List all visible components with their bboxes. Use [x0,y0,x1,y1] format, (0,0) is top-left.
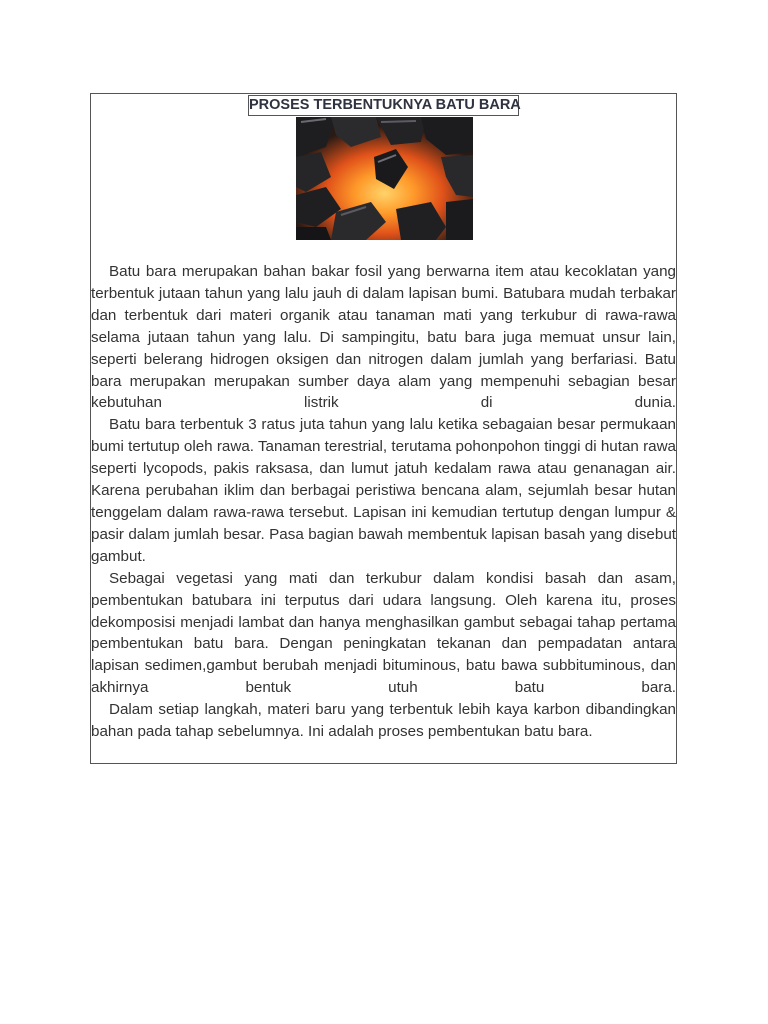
paragraph-2: Batu bara terbentuk 3 ratus juta tahun yang lalu ketika sebagaian besar permukaan bumi tertutup oleh rawa. Tanaman terestrial, terutama pohonpohon tinggi di hutan rawa seperti lycopods, pakis raksasa, dan lumut jatuh kedalam rawa atau genanagan air. Karena perubahan iklim dan berbagai peristiwa bencana alam, sejumlah besar hutan tenggelam dalam rawa-rawa tersebut. Lapisan ini kemudian tertutup dengan lumpur & pasir dalam jumlah besar. Pasa bagian bawah membentuk lapisan basah yang disebut gambut. [91,416,676,565]
document-frame [90,93,677,764]
document-title: PROSES TERBENTUKNYA BATU BARA [248,95,519,116]
paragraph-1: Batu bara merupakan bahan bakar fosil yang berwarna item atau kecoklatan yang terbentuk jutaan tahun yang lalu jauh di dalam lapisan bumi. Batubara mudah terbakar dan terbentuk dari materi organik atau tanaman mati yang terkubur di rawa-rawa selama jutaan tahun yang lalu. Di sampingitu, batu bara juga memuat unsur lain, seperti belerang hidrogen oksigen dan nitrogen dalam jumlah yang berfariasi. Batu bara merupakan merupakan sumber daya alam yang mempenuhi sebagian besar kebutuhan listrik di dunia. [91,263,676,412]
burning-coal-photo [296,117,473,240]
document-body [91,261,676,743]
paragraph-4: Dalam setiap langkah, materi baru yang terbentuk lebih kaya karbon dibandingkan bahan pada tahap sebelumnya. Ini adalah proses pembentukan batu bara. [91,701,676,741]
paragraph-3: Sebagai vegetasi yang mati dan terkubur dalam kondisi basah dan asam, pembentukan batubara ini terputus dari udara langsung. Oleh karena itu, proses dekomposisi menjadi lambat dan hanya menghasilkan gambut sebagai tahap pertama pembentukan batu bara. Dengan peningkatan tekanan dan pempadatan antara lapisan sedimen,gambut berubah menjadi bituminous, batu bawa subbituminous, dan akhirnya bentuk utuh batu bara. [91,569,676,697]
